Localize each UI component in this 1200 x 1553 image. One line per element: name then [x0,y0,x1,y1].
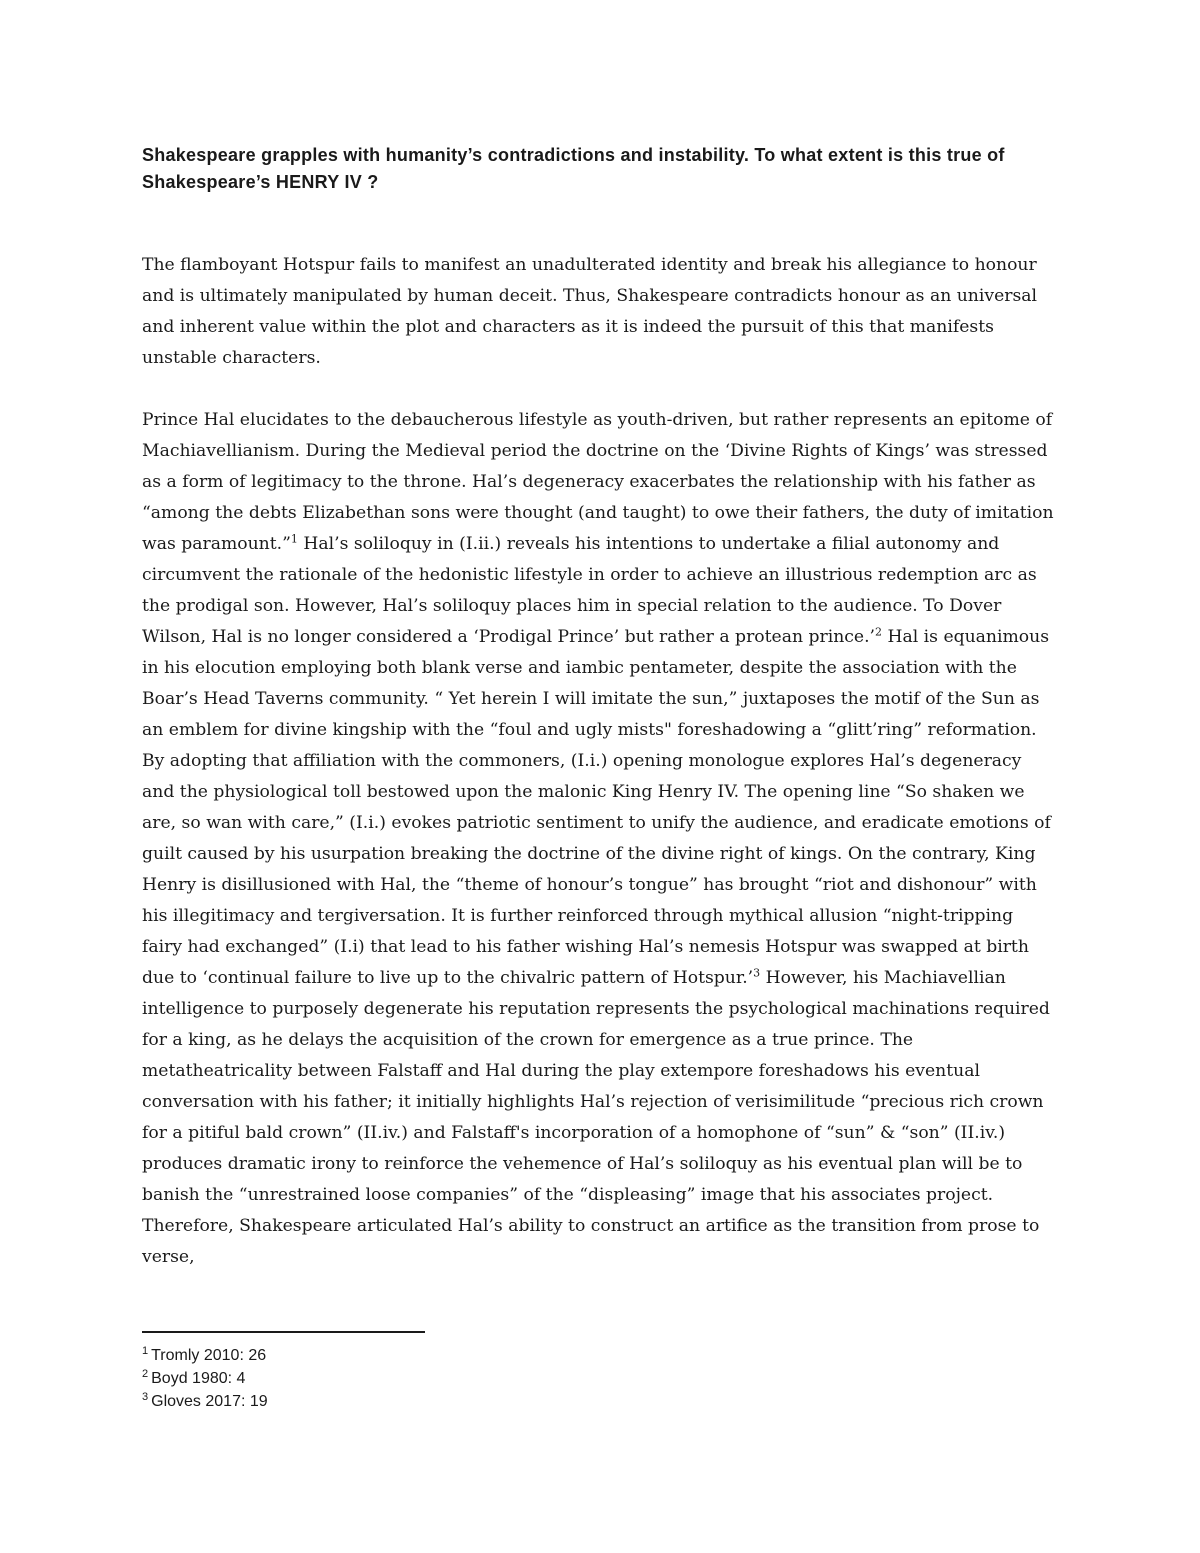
footnote-ref-1[interactable]: 1 [290,532,298,546]
footnote-item [142,1390,268,1413]
paragraph-text: Prince Hal elucidates to the debaucherous lifestyle as youth-driven, but rather represents an epitome of Machiavellianism. During the Medieval period the doctrine on the ‘Divine Rights of Kings’ was stressed as a form of legitimacy to the throne. Hal’s degeneracy exacerbates the relationship with his father as “among the debts Elizabethan sons were thought (and taught) to owe their fathers, the duty of imitation was paramount.” [142,410,1054,554]
essay-title: Shakespeare grapples with humanity’s contradictions and instability. To what extent is this true of Shakespeare’s HENRY IV ? [142,145,1005,192]
essay-body [142,250,1058,1273]
footnote-ref-2[interactable]: 2 [875,625,882,639]
footnote-mark: 3 [142,1390,149,1403]
paragraph-text: Hal’s soliloquy in (I.ii.) reveals his intentions to undertake a filial autonomy and circumvent the rationale of the hedonistic lifestyle in order to achieve an illustrious redemption arc as the prodigal son. However, Hal’s soliloquy places him in special relation to the audience. To Dover Wilson, Hal is no longer considered a ‘Prodigal Prince’ but rather a protean prince.’ [142,534,1037,647]
paragraph-text: However, his Machiavellian intelligence to purposely degenerate his reputation represents the psychological machinations required for a king, as he delays the acquisition of the crown for emergence as a true prince. The metatheatricality between Falstaff and Hal during the play extempore foreshadows his eventual conversation with his father; it initially highlights Hal’s rejection of verisimilitude “precious rich crown for a pitiful bald crown” (II.iv.) and Falstaff's incorporation of a homophone of “sun” & “son” (II.iv.) produces dramatic irony to reinforce the vehemence of Hal’s soliloquy as his eventual plan will be to banish the “unrestrained loose companies” of the “displeasing” image that his associates project. Therefore, Shakespeare articulated Hal’s ability to construct an artifice as the transition from prose to verse, [142,968,1050,1267]
footnote-ref-3[interactable]: 3 [753,966,761,980]
paragraph-prince-hal [142,405,1058,1273]
footnote-text: Boyd 1980: 4 [151,1370,246,1387]
paragraph-intro: The flamboyant Hotspur fails to manifest an unadulterated identity and break his allegiance to honour and is ultimately manipulated by human deceit. Thus, Shakespeare contradicts honour as an universal and inherent value within the plot and characters as it is indeed the pursuit of this that manifests unstable characters. [142,255,1038,368]
footnote-mark: 1 [142,1344,149,1357]
footnote-divider [142,1331,425,1333]
footnote-mark: 2 [142,1367,149,1380]
footnote-item [142,1367,268,1390]
footnote-text: Gloves 2017: 19 [151,1393,268,1410]
footnote-text: Tromly 2010: 26 [151,1347,267,1364]
paragraph-text: Hal is equanimous in his elocution employing both blank verse and iambic pentameter, despite the association with the Boar’s Head Taverns community. “ Yet herein I will imitate the sun,” juxtaposes the motif of the Sun as an emblem for divine kingship with the “foul and ugly mists" foreshadowing a “glitt’ring” reformation. By adopting that affiliation with the commoners, (I.i.) opening monologue explores Hal’s degeneracy and the physiological toll bestowed upon the malonic King Henry IV. The opening line “So shaken we are, so wan with care,” (I.i.) evokes patriotic sentiment to unify the audience, and eradicate emotions of guilt caused by his usurpation breaking the doctrine of the divine right of kings. On the contrary, King Henry is disillusioned with Hal, the “theme of honour’s tongue” has brought “riot and dishonour” with his illegitimacy and tergiversation. It is further reinforced through mythical allusion “night-tripping fairy had exchanged” (I.i) that lead to his father wishing Hal’s nemesis Hotspur was swapped at birth due to ‘continual failure to live up to the chivalric pattern of Hotspur.’ [142,627,1051,988]
footnote-item [142,1344,268,1367]
footnotes-list [142,1344,268,1413]
